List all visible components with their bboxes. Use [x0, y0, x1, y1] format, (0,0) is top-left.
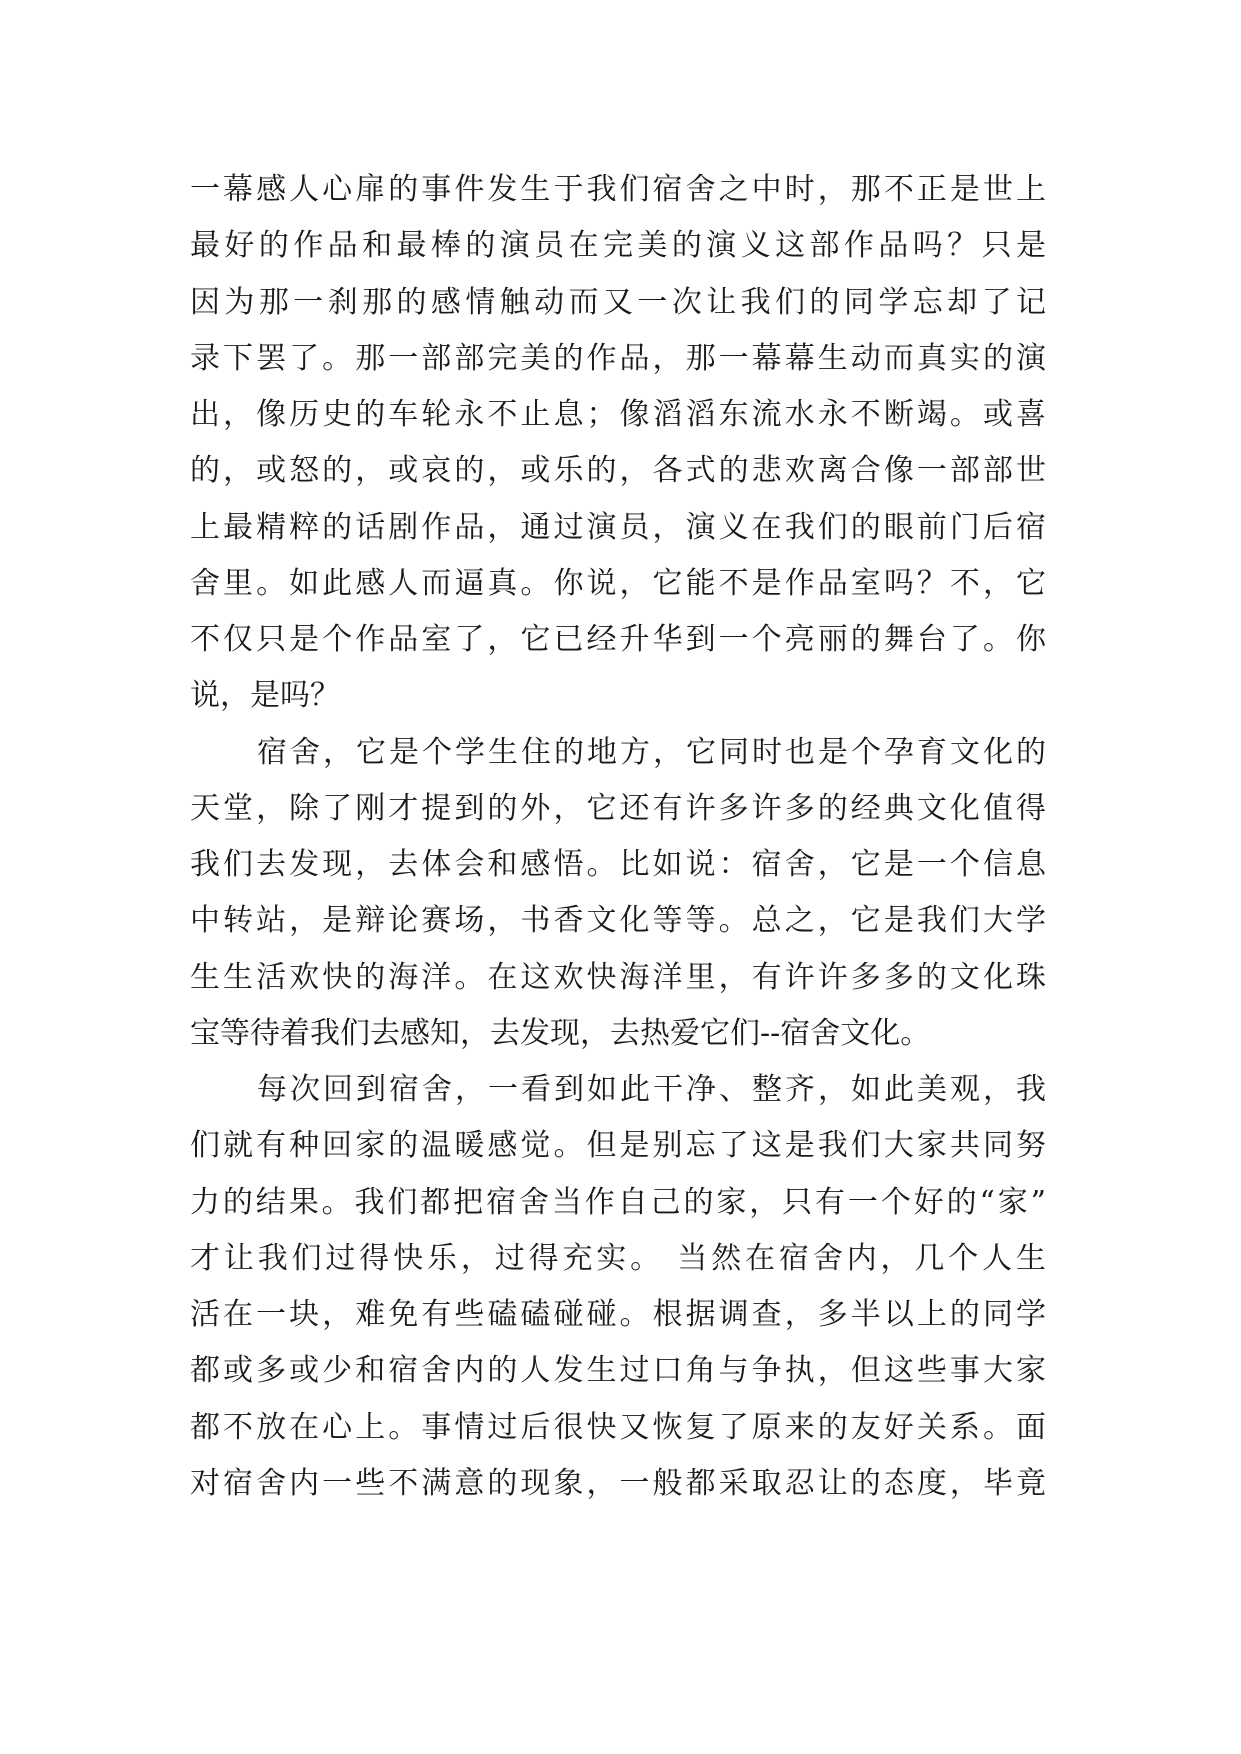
text-line: 活在一块，难免有些磕磕碰碰。根据调查，多半以上的同学 [190, 1297, 1046, 1332]
text-line: 一幕感人心扉的事件发生于我们宿舍之中时，那不正是世上 [190, 172, 1046, 207]
paragraph-end-line: 宝等待着我们去感知，去发现，去热爱它们--宿舍文化。 [190, 1015, 931, 1051]
text-line: 出，像历史的车轮永不止息；像滔滔东流水永不断竭。或喜 [190, 397, 1046, 432]
text-line: 不仅只是个作品室了，它已经升华到一个亮丽的舞台了。你 [190, 622, 1046, 657]
text-line: 才让我们过得快乐，过得充实。 当然在宿舍内，几个人生 [190, 1240, 1046, 1276]
text-line: 录下罢了。那一部部完美的作品，那一幕幕生动而真实的演 [190, 340, 1046, 376]
text-line: 我们去发现，去体会和感悟。比如说：宿舍，它是一个信息 [190, 847, 1046, 882]
text-line: 最好的作品和最棒的演员在完美的演义这部作品吗？只是 [190, 228, 1046, 264]
text-line: 舍里。如此感人而逼真。你说，它能不是作品室吗？不，它 [190, 565, 1046, 601]
body-text [190, 162, 1046, 1512]
text-line: 因为那一刹那的感情触动而又一次让我们的同学忘却了记 [190, 284, 1046, 320]
text-line: 天堂，除了刚才提到的外，它还有许多许多的经典文化值得 [190, 790, 1046, 826]
text-line: 都不放在心上。事情过后很快又恢复了原来的友好关系。面 [190, 1409, 1046, 1445]
text-line: 对宿舍内一些不满意的现象，一般都采取忍让的态度，毕竟 [190, 1465, 1046, 1501]
text-line: 都或多或少和宿舍内的人发生过口角与争执，但这些事大家 [190, 1353, 1046, 1389]
text-line: 中转站，是辩论赛场，书香文化等等。总之，它是我们大学 [190, 903, 1046, 939]
text-line: 的，或怒的，或哀的，或乐的，各式的悲欢离合像一部部世 [190, 453, 1046, 489]
paragraph-end-line: 说，是吗？ [190, 678, 340, 714]
paragraph-start-line: 宿舍，它是个学生住的地方，它同时也是个孕育文化的 [257, 734, 1046, 770]
text-line: 上最精粹的话剧作品，通过演员，演义在我们的眼前门后宿 [190, 509, 1046, 545]
text-line: 力的结果。我们都把宿舍当作自己的家，只有一个好的“家” [190, 1184, 1046, 1220]
text-line: 生生活欢快的海洋。在这欢快海洋里，有许许多多的文化珠 [190, 959, 1046, 995]
paragraph-start-line: 每次回到宿舍，一看到如此干净、整齐，如此美观，我 [257, 1072, 1046, 1107]
text-line: 们就有种回家的温暖感觉。但是别忘了这是我们大家共同努 [190, 1128, 1046, 1164]
